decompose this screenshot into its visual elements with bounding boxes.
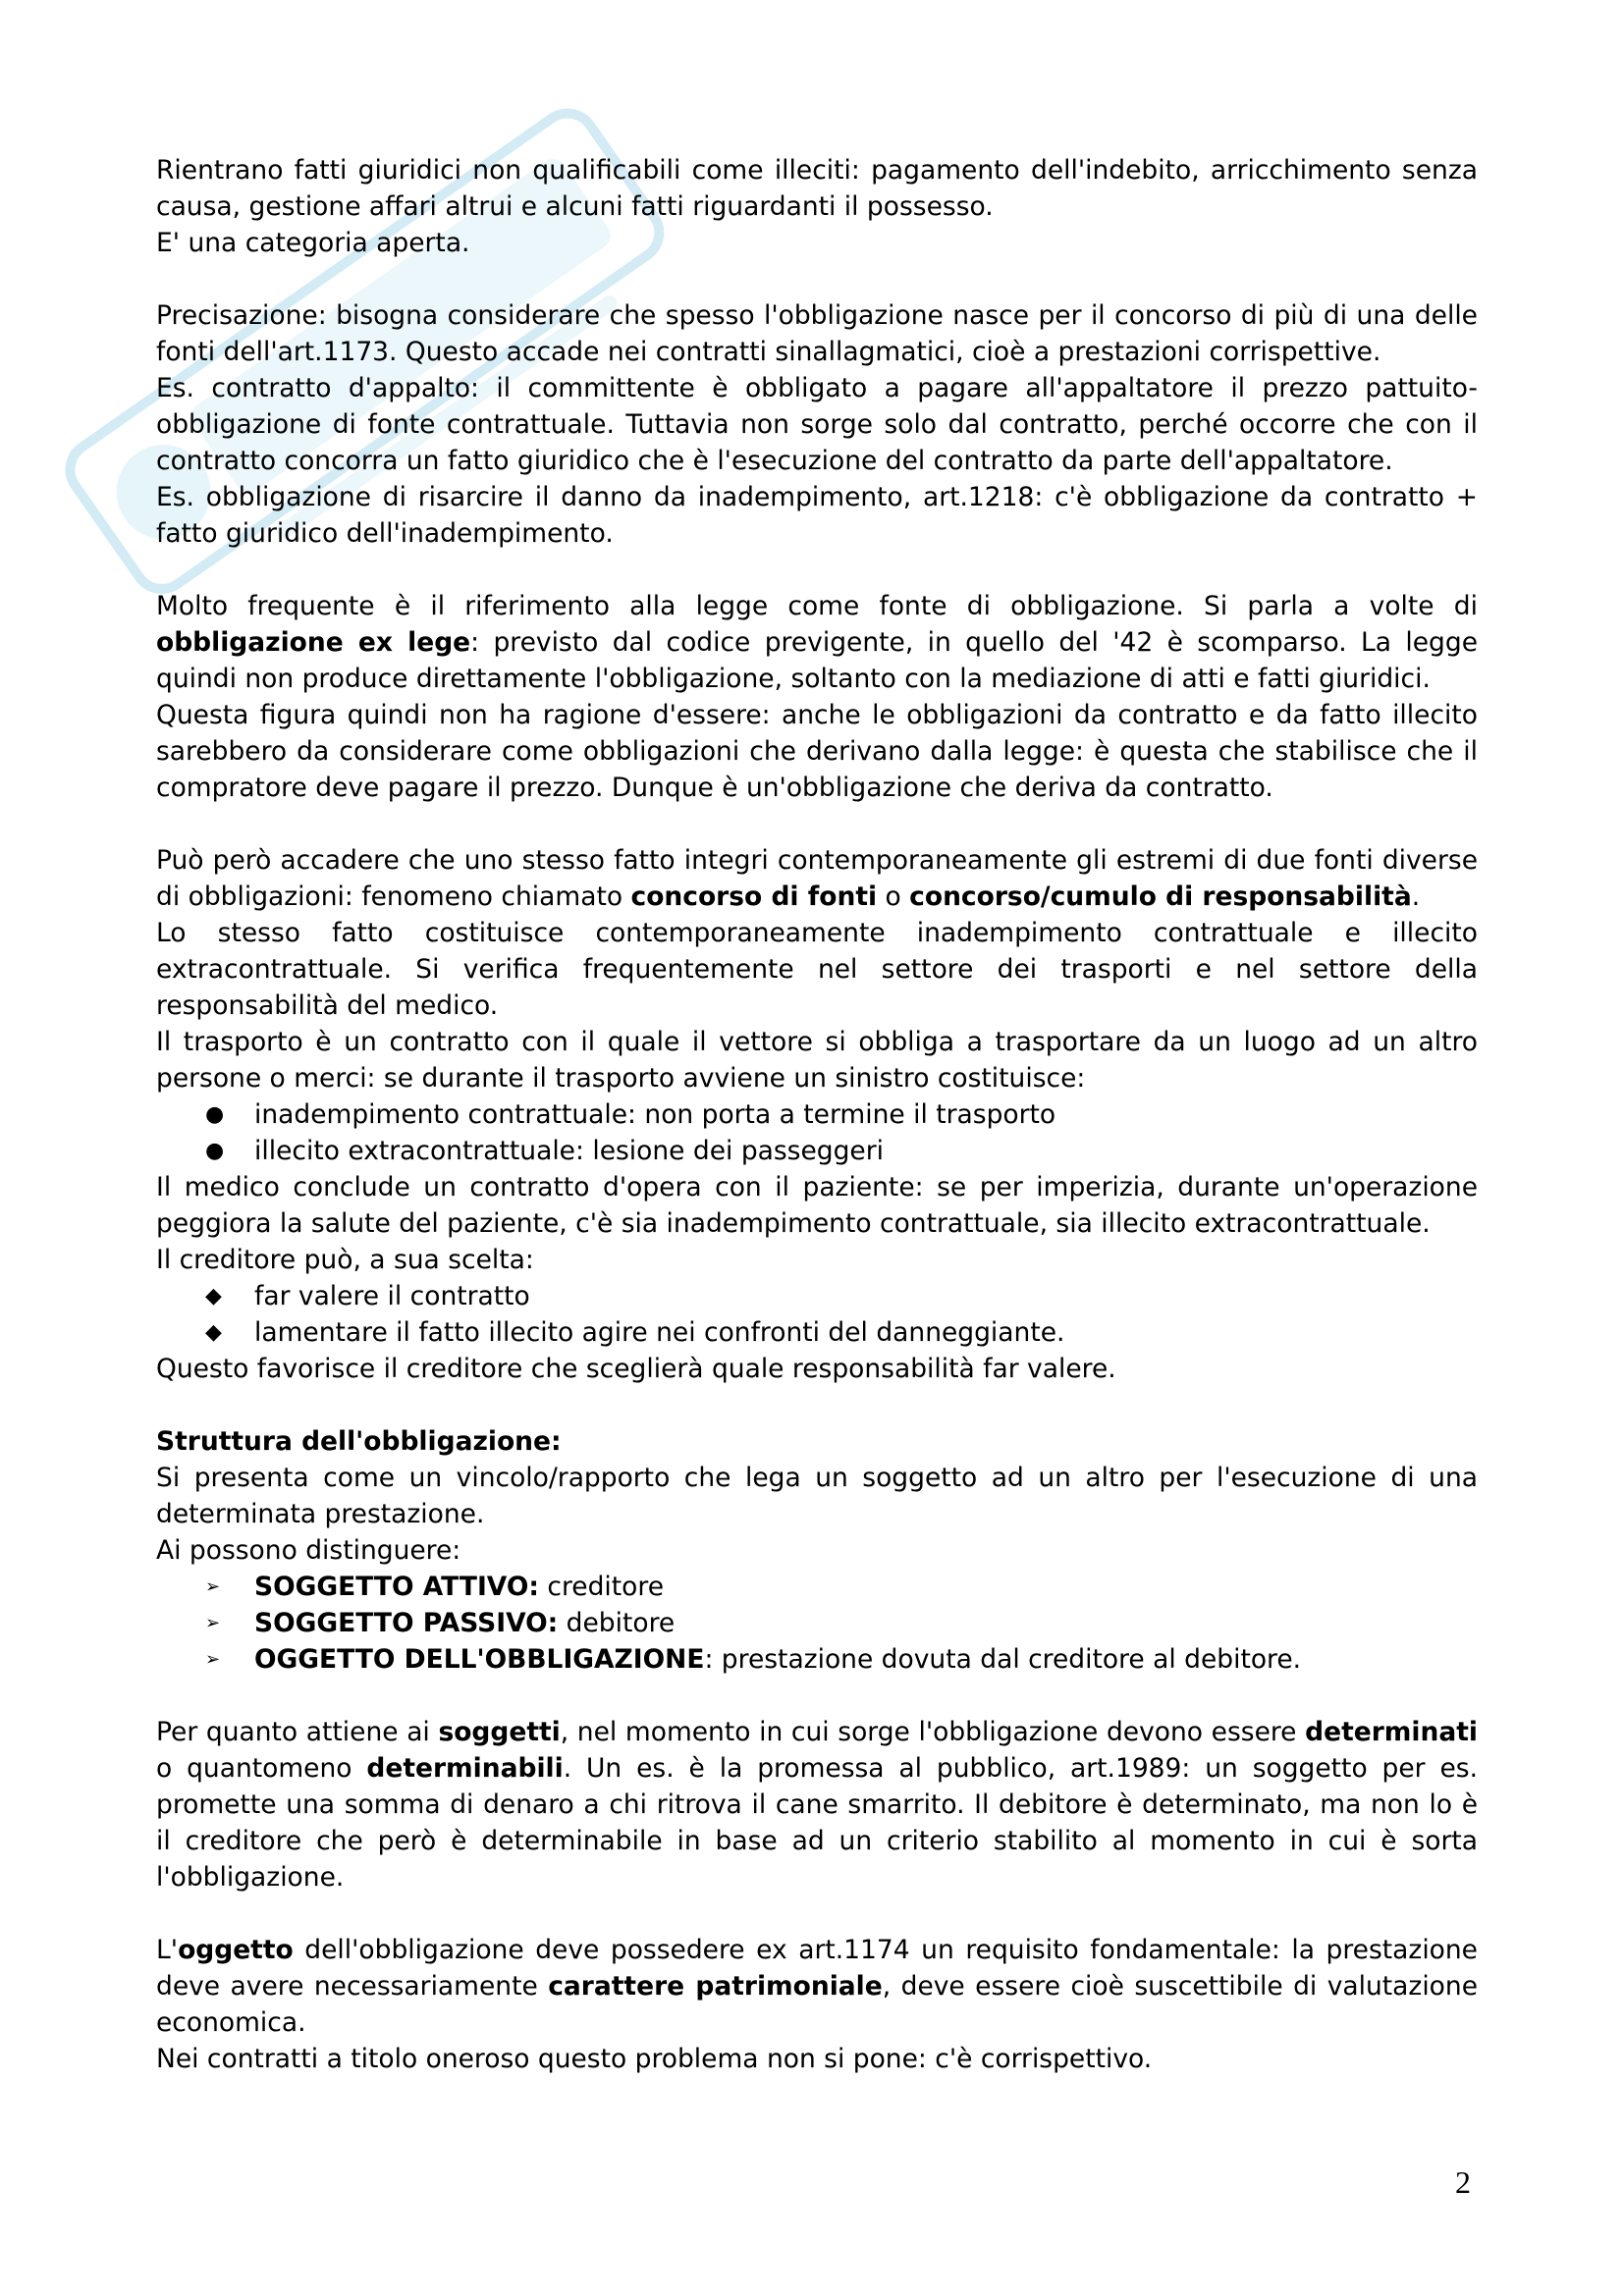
bullet-diamond-icon: ◆	[205, 1320, 222, 1345]
bullet-list	[156, 1278, 1478, 1351]
paragraph: Nei contratti a titolo oneroso questo problema non si pone: c'è corrispettivo.	[156, 2044, 1153, 2074]
bold-term: concorso di fonti	[630, 881, 878, 912]
paragraph: L'oggetto dell'obbligazione deve possedere ex art.1174 un requisito fondamentale: la prestazione deve avere necessariamente carattere patrimoniale, deve essere cioè suscettibile di valutazione economica.	[156, 1935, 1478, 2038]
list-item: ◆ far valere il contratto	[156, 1278, 1478, 1314]
paragraph: Es. obbligazione di risarcire il danno da inadempimento, art.1218: c'è obbligazione da contratto + fatto giuridico dell'inadempimento.	[156, 482, 1478, 549]
paragraph: Es. contratto d'appalto: il committente è obbligato a pagare all'appaltatore il prezzo pattuito- obbligazione di fonte contrattuale. Tuttavia non sorge solo dal contratto, perché occorre che con il contratto concorra un fatto giuridico che è l'esecuzione del contratto da parte dell'appaltatore.	[156, 373, 1478, 476]
paragraph: Lo stesso fatto costituisce contemporaneamente inadempimento contrattuale e illecito extracontrattuale. Si verifica frequentemente nel settore dei trasporti e nel settore della responsabilità del medico.	[156, 918, 1478, 1021]
paragraph: Questa figura quindi non ha ragione d'essere: anche le obbligazioni da contratto e da fatto illecito sarebbero da considerare come obbligazioni che derivano dalla legge: è questa che stabilisce che il compratore deve pagare il prezzo. Dunque è un'obbligazione che deriva da contratto.	[156, 700, 1478, 803]
bold-term: concorso/cumulo di responsabilità	[909, 881, 1412, 912]
list-item: ➢ OGGETTO DELL'OBBLIGAZIONE: prestazione dovuta dal creditore al debitore.	[156, 1641, 1478, 1678]
bold-term: obbligazione ex lege	[156, 627, 471, 658]
bold-term: soggetti	[438, 1717, 561, 1747]
bold-term: oggetto	[178, 1935, 294, 1965]
paragraph: Il medico conclude un contratto d'opera con il paziente: se per imperizia, durante un'operazione peggiora la salute del paziente, c'è sia inadempimento contrattuale, sia illecito extracontrattuale.	[156, 1172, 1478, 1239]
paragraph: Rientrano fatti giuridici non qualificabili come illeciti: pagamento dell'indebito, arricchimento senza causa, gestione affari altrui e alcuni fatti riguardanti il possesso.	[156, 155, 1478, 222]
section-heading: Struttura dell'obbligazione:	[156, 1426, 562, 1457]
list-item: ● inadempimento contrattuale: non porta a termine il trasporto	[156, 1096, 1478, 1133]
bullet-list	[156, 1096, 1478, 1169]
paragraph: E' una categoria aperta.	[156, 228, 470, 258]
paragraph: Questo favorisce il creditore che sceglierà quale responsabilità far valere.	[156, 1354, 1116, 1384]
page-number: 2	[1455, 2164, 1471, 2200]
paragraph: Può però accadere che uno stesso fatto integri contemporaneamente gli estremi di due fonti diverse di obbligazioni: fenomeno chiamato concorso di fonti o concorso/cumulo di responsabilità.	[156, 845, 1478, 912]
paragraph: Ai possono distinguere:	[156, 1535, 461, 1566]
list-item: ➢ SOGGETTO ATTIVO: creditore	[156, 1569, 1478, 1605]
paragraph: Molto frequente è il riferimento alla legge come fonte di obbligazione. Si parla a volte di obbligazione ex lege: previsto dal codice previgente, in quello del '42 è scomparso. La legge quindi non produce direttamente l'obbligazione, soltanto con la mediazione di atti e fatti giuridici.	[156, 591, 1479, 694]
list-item: ➢ SOGGETTO PASSIVO: debitore	[156, 1605, 1478, 1641]
paragraph: Il creditore può, a sua scelta:	[156, 1245, 534, 1275]
list-item: ● illecito extracontrattuale: lesione dei passeggeri	[156, 1133, 1478, 1169]
list-item: ◆ lamentare il fatto illecito agire nei confronti del danneggiante.	[156, 1314, 1478, 1351]
bullet-diamond-icon: ◆	[205, 1284, 222, 1308]
bullet-arrow-icon: ➢	[205, 1613, 221, 1633]
bold-term: carattere patrimoniale	[548, 1971, 883, 2002]
paragraph: Per quanto attiene ai soggetti, nel momento in cui sorge l'obbligazione devono essere determinati o quantomeno determinabili. Un es. è la promessa al pubblico, art.1989: un soggetto per es. promette una somma di denaro a chi ritrova il cane smarrito. Il debitore è determinato, ma non lo è il creditore che però è determinabile in base ad un criterio stabilito al momento in cui è sorta l'obbligazione.	[156, 1717, 1478, 1893]
bullet-dot-icon: ●	[205, 1139, 225, 1163]
paragraph: Il trasporto è un contratto con il quale il vettore si obbliga a trasportare da un luogo ad un altro persone o merci: se durante il trasporto avviene un sinistro costituisce:	[156, 1027, 1478, 1094]
document-body	[156, 152, 1478, 2077]
bullet-dot-icon: ●	[205, 1102, 225, 1127]
bold-term: determinabili	[366, 1753, 564, 1784]
bullet-arrow-icon: ➢	[205, 1576, 221, 1597]
bullet-arrow-icon: ➢	[205, 1649, 221, 1670]
bullet-list	[156, 1569, 1478, 1678]
paragraph: Si presenta come un vincolo/rapporto che lega un soggetto ad un altro per l'esecuzione di una determinata prestazione.	[156, 1463, 1478, 1529]
bold-term: determinati	[1305, 1717, 1478, 1747]
paragraph: Precisazione: bisogna considerare che spesso l'obbligazione nasce per il concorso di più di una delle fonti dell'art.1173. Questo accade nei contratti sinallagmatici, cioè a prestazioni corrispettive.	[156, 300, 1478, 367]
